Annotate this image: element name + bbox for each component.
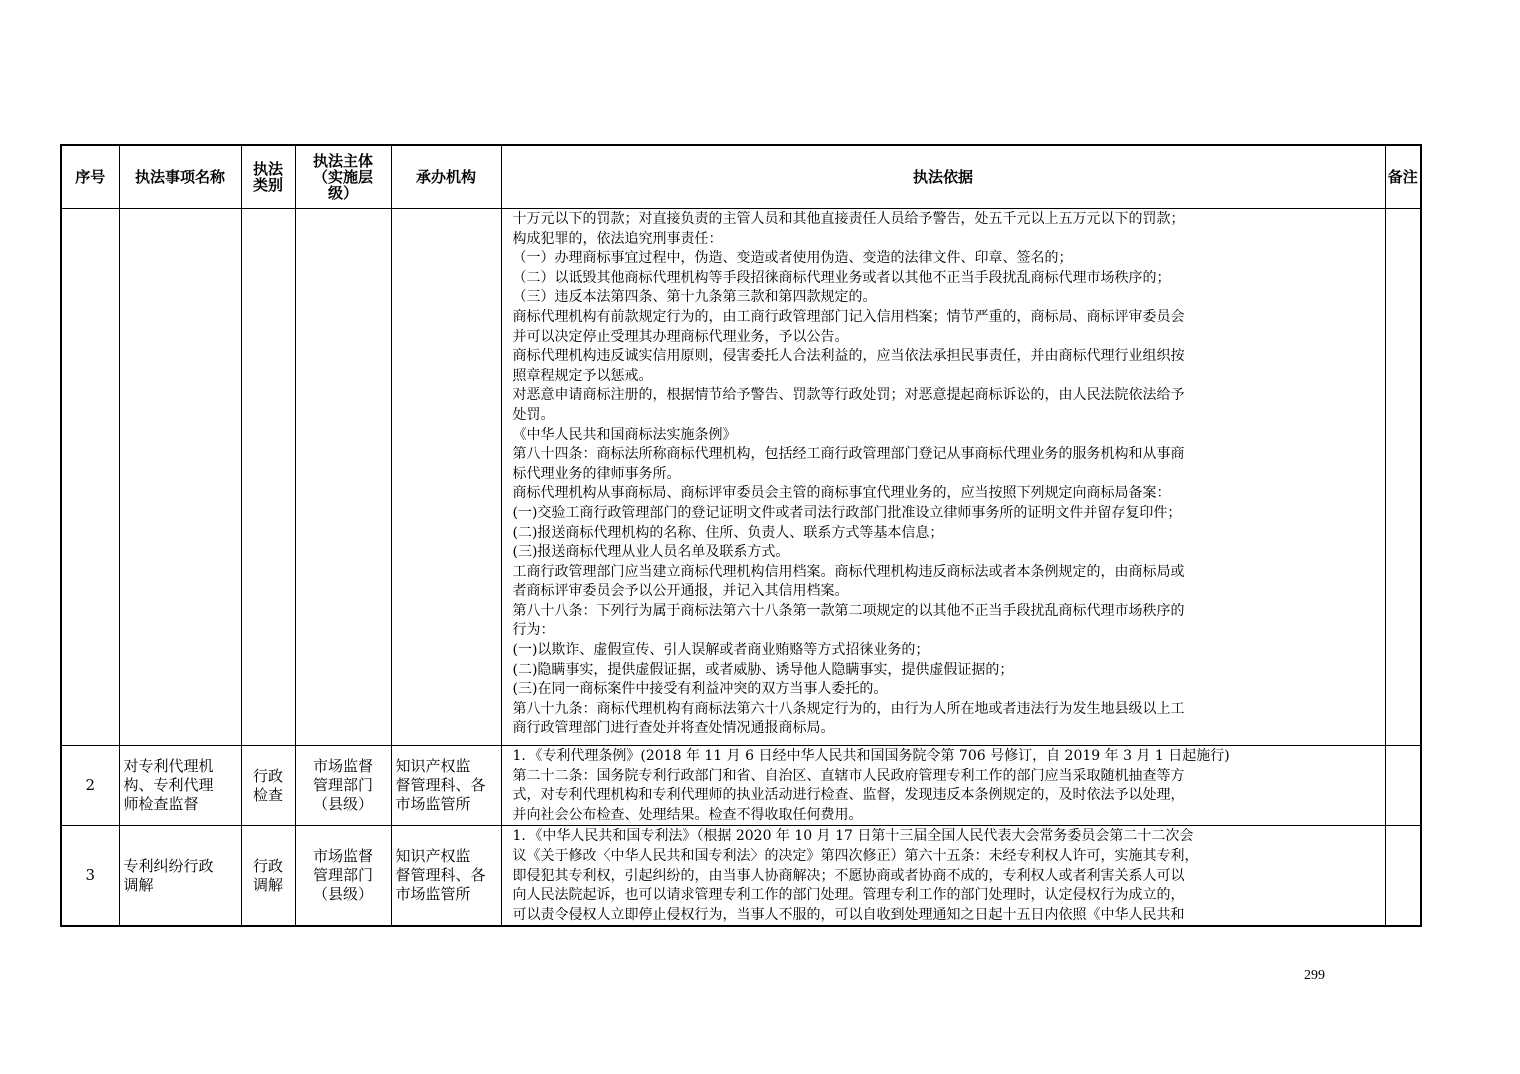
basis-line: 标代理业务的律师事务所。 <box>512 465 681 482</box>
basis-line: 1．《中华人民共和国专利法》（根据 2020 年 10 月 17 日第十三届全国人民代表大会常务委员会第二十二次会 <box>512 828 1194 845</box>
header-row <box>61 145 1421 209</box>
table-row <box>61 746 1421 826</box>
basis-line: (一)以欺诈、虚假宣传、引人误解或者商业贿赂等方式招徕业务的； <box>512 642 930 659</box>
basis-line: 商行政管理部门进行查处并将查处情况通报商标局。 <box>512 720 835 737</box>
row-category: 行政 检查 <box>241 746 295 826</box>
header-agency: 承办机构 <box>391 145 501 209</box>
cell-item-empty <box>119 209 241 746</box>
cell-category-empty <box>241 209 295 746</box>
row-agency: 知识产权监 督管理科、各 市场监管所 <box>391 746 501 826</box>
basis-line: 者商标评审委员会予以公开通报，并记入其信用档案。 <box>512 583 849 600</box>
basis-line: (三)在同一商标案件中接受有利益冲突的双方当事人委托的。 <box>512 681 888 698</box>
basis-line: 可以责令侵权人立即停止侵权行为，当事人不服的，可以自收到处理通知之日起十五日内依照《中华人民共和 <box>512 906 1185 923</box>
table-row-continued <box>61 209 1421 746</box>
row-seq: 3 <box>61 826 119 926</box>
basis-line: 即侵犯其专利权，引起纠纷的，由当事人协商解决；不愿协商或者协商不成的，专利权人或者利害关系人可以 <box>512 867 1185 884</box>
basis-line: 并向社会公布检查、处理结果。检查不得收取任何费用。 <box>512 806 863 823</box>
basis-line: 照章程规定予以惩戒。 <box>512 367 653 384</box>
basis-line: 第八十九条：商标代理机构有商标法第六十八条规定行为的，由行为人所在地或者违法行为发生地县级以上工 <box>512 700 1185 717</box>
cell-subject-empty <box>295 209 391 746</box>
basis-line: (二)隐瞒事实，提供虚假证据，或者威胁、诱导他人隐瞒事实，提供虚假证据的； <box>512 661 1014 678</box>
basis-line: 处罚。 <box>512 406 555 423</box>
basis-line: 式，对专利代理机构和专利代理师的执业活动进行检查、监督，发现违反本条例规定的，及时依法予以处理， <box>512 787 1185 804</box>
enforcement-table <box>60 144 1422 927</box>
basis-line: (三)报送商标代理从业人员名单及联系方式。 <box>512 544 790 561</box>
row-seq: 2 <box>61 746 119 826</box>
basis-line: 商标代理机构有前款规定行为的，由工商行政管理部门记入信用档案；情节严重的，商标局、商标评审委员会 <box>512 308 1185 325</box>
basis-line: (二)报送商标代理机构的名称、住所、负责人、联系方式等基本信息； <box>512 524 944 541</box>
basis-line: 构成犯罪的，依法追究刑事责任： <box>512 230 723 247</box>
basis-line: 1．《专利代理条例》(2018 年 11 月 6 日经中华人民共和国国务院令第 706 号修订，自 2019 年 3 月 1 日起施行) <box>512 748 1230 764</box>
header-note: 备注 <box>1385 145 1421 209</box>
basis-line: 对恶意申请商标注册的，根据情节给予警告、罚款等行政处罚；对恶意提起商标诉讼的，由人民法院依法给予 <box>512 387 1185 404</box>
basis-line: 商标代理机构从事商标局、商标评审委员会主管的商标事宜代理业务的，应当按照下列规定向商标局备案： <box>512 485 1171 502</box>
basis-line: 工商行政管理部门应当建立商标代理机构信用档案。商标代理机构违反商标法或者本条例规定的，由商标局或 <box>512 563 1185 580</box>
cell-seq-empty <box>61 209 119 746</box>
basis-line: 第八十四条：商标法所称商标代理机构，包括经工商行政管理部门登记从事商标代理业务的服务机构和从事商 <box>512 446 1185 463</box>
row-subject: 市场监督 管理部门 （县级） <box>295 826 391 926</box>
row-basis <box>501 746 1385 826</box>
basis-line: 《中华人民共和国商标法实施条例》 <box>512 426 737 443</box>
basis-line: 向人民法院起诉，也可以请求管理专利工作的部门处理。管理专利工作的部门处理时，认定侵权行为成立的， <box>512 887 1185 904</box>
basis-line: 第八十八条：下列行为属于商标法第六十八条第一款第二项规定的以其他不正当手段扰乱商标代理市场秩序的 <box>512 602 1185 619</box>
row-subject: 市场监督 管理部门 （县级） <box>295 746 391 826</box>
basis-line: 第二十二条：国务院专利行政部门和省、自治区、直辖市人民政府管理专利工作的部门应当采取随机抽查等方 <box>512 767 1185 784</box>
basis-line: 并可以决定停止受理其办理商标代理业务，予以公告。 <box>512 328 849 345</box>
basis-line: 十万元以下的罚款；对直接负责的主管人员和其他直接责任人员给予警告，处五千元以上五万元以下的罚款； <box>512 211 1185 227</box>
row-item-name: 专利纠纷行政 调解 <box>119 826 241 926</box>
header-item-name: 执法事项名称 <box>119 145 241 209</box>
row-note <box>1385 826 1421 926</box>
basis-line: （一）办理商标事宜过程中，伪造、变造或者使用伪造、变造的法律文件、印章、签名的； <box>512 250 1073 267</box>
basis-line: (一)交验工商行政管理部门的登记证明文件或者司法行政部门批准设立律师事务所的证明文件并留存复印件； <box>512 504 1182 521</box>
row-category: 行政 调解 <box>241 826 295 926</box>
basis-line: 商标代理机构违反诚实信用原则，侵害委托人合法利益的，应当依法承担民事责任，并由商标代理行业组织按 <box>512 348 1185 365</box>
cell-agency-empty <box>391 209 501 746</box>
row-note <box>1385 746 1421 826</box>
basis-line: 议《关于修改〈中华人民共和国专利法〉的决定》第四次修正）第六十五条：未经专利权人许可，实施其专利， <box>512 847 1199 864</box>
basis-line: （二）以诋毁其他商标代理机构等手段招徕商标代理业务或者以其他不正当手段扰乱商标代理市场秩序的； <box>512 269 1171 286</box>
row-basis <box>501 826 1385 926</box>
table-row <box>61 826 1421 926</box>
header-category: 执法 类别 <box>241 145 295 209</box>
row-item-name: 对专利代理机 构、专利代理 师检查监督 <box>119 746 241 826</box>
header-seq: 序号 <box>61 145 119 209</box>
page-number: 299 <box>1304 968 1325 983</box>
row-agency: 知识产权监 督管理科、各 市场监管所 <box>391 826 501 926</box>
continued-basis-cell <box>501 209 1385 746</box>
header-basis: 执法依据 <box>501 145 1385 209</box>
cell-note-empty <box>1385 209 1421 746</box>
header-subject: 执法主体 （实施层 级） <box>295 145 391 209</box>
basis-line: 行为： <box>512 622 555 639</box>
basis-line: （三）违反本法第四条、第十九条第三款和第四款规定的。 <box>512 289 877 306</box>
